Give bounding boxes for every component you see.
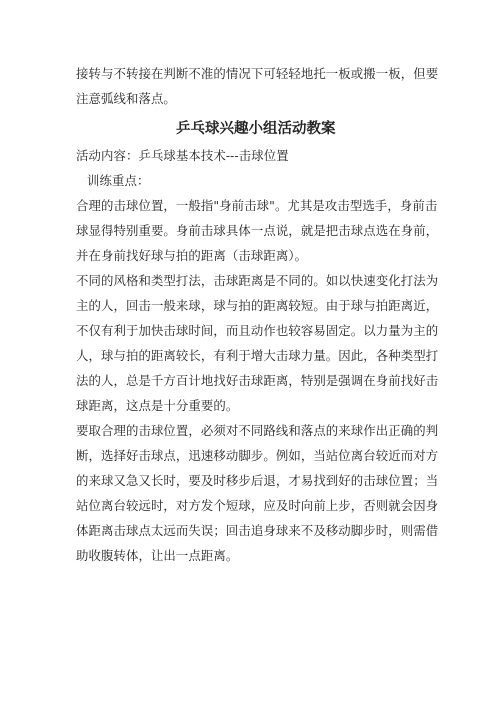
body-line-6: 不仅有利于加快击球时间，而且动作也较容易固定。以力量为主的 (76, 323, 439, 338)
body-line-13: 站位离台较远时，对方发个短球，应及时向前上步，否则就会因身 (76, 498, 439, 513)
body-line-5: 主的人，回击一般来球，球与拍的距离较短。由于球与拍距离近， (76, 298, 439, 313)
body-line-15: 助收腹转体，让出一点距离。 (76, 548, 239, 563)
document-title: 乒乓球兴趣小组活动教案 (176, 120, 336, 137)
body-line-2: 球显得特别重要。身前击球具体一点说，就是把击球点选在身前， (76, 223, 439, 238)
activity-content: 活动内容：乒乓球基本技术---击球位置 (76, 148, 289, 163)
body-line-11: 断，选择好击球点，迅速移动脚步。例如，当站位离台较近而对方 (76, 448, 439, 463)
body-line-12: 的来球又急又长时，要及时移步后退，才易找到好的击球位置；当 (76, 473, 439, 488)
body-line-8: 法的人，总是千方百计地找好击球距离，特别是强调在身前找好击 (76, 373, 439, 388)
body-line-10: 要取合理的击球位置，必须对不同路线和落点的来球作出正确的判 (76, 423, 439, 438)
intro-line-1: 接转与不转接在判断不准的情况下可轻轻地托一板或搬一板，但要 (76, 66, 439, 81)
body-line-9: 球距离，这点是十分重要的。 (76, 398, 239, 413)
body-line-3: 并在身前找好球与拍的距离（击球距离）。 (76, 248, 308, 263)
body-line-4: 不同的风格和类型打法，击球距离是不同的。如以快速变化打法为 (76, 273, 439, 288)
body-line-1: 合理的击球位置，一般指"身前击球"。尤其是攻击型选手，身前击 (76, 198, 438, 213)
training-focus-heading: 训练重点： (87, 173, 150, 188)
intro-line-2: 注意弧线和落点。 (76, 91, 176, 106)
body-line-14: 体距离击球点太远而失误；回击追身球来不及移动脚步时，则需借 (76, 523, 439, 538)
body-line-7: 人，球与拍的距离较长，有利于增大击球力量。因此，各种类型打 (76, 348, 439, 363)
